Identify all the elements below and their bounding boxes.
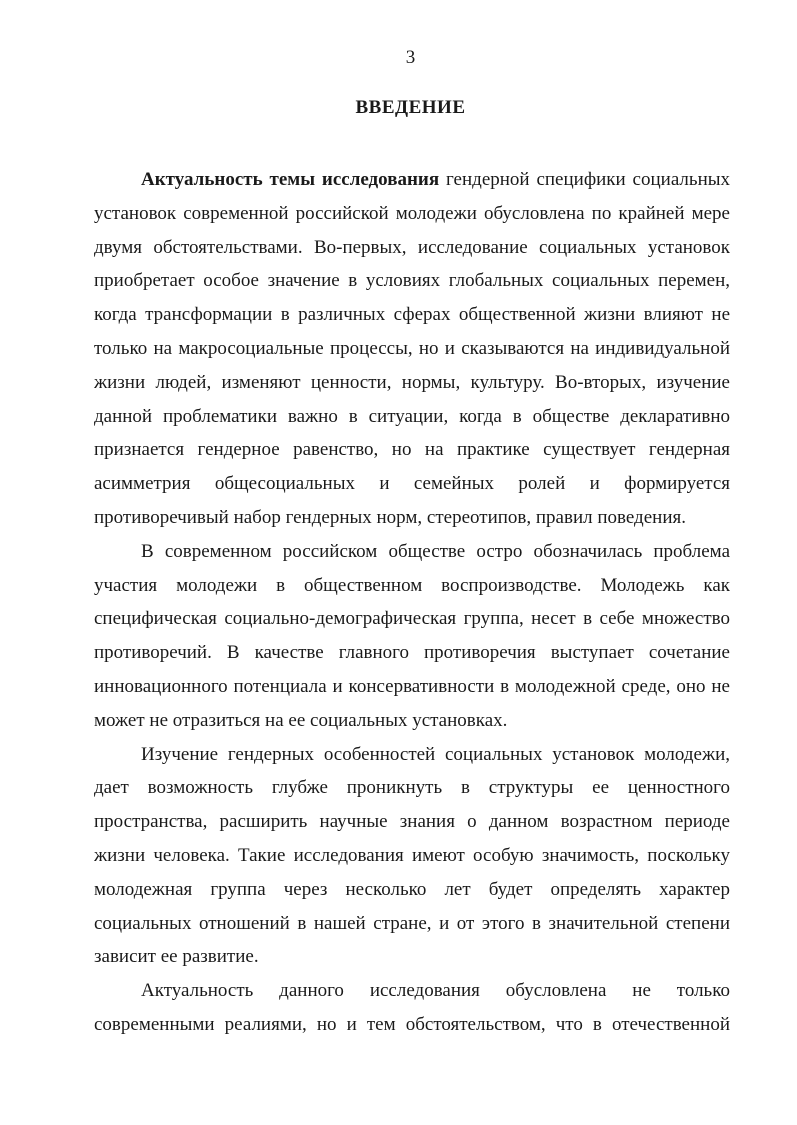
text-line [94, 843, 730, 877]
line-text: асимметрия общесоциальных и семейных ролей и формируется [94, 473, 730, 495]
paragraph [94, 742, 730, 979]
text-line [94, 674, 730, 708]
line-text: В современном российском обществе остро обозначилась проблема [141, 540, 730, 562]
line-text: приобретает особое значение в условиях глобальных социальных перемен, [94, 270, 730, 292]
text-line [94, 640, 730, 674]
line-text: двумя обстоятельствами. Во-первых, исследование социальных установок [94, 236, 730, 258]
text-line [94, 978, 730, 1012]
text-line [94, 708, 730, 742]
text-line [94, 336, 730, 370]
line-text: пространства, расширить научные знания о данном возрастном периоде [94, 811, 730, 833]
text-line [94, 505, 730, 539]
bold-lead-phrase: Актуальность темы исследования [141, 169, 440, 190]
text-line [94, 877, 730, 911]
line-text: когда трансформации в различных сферах общественной жизни влияют не [94, 304, 730, 326]
text-line [94, 775, 730, 809]
text-line [94, 437, 730, 471]
line-text: зависит ее развитие. [94, 946, 259, 968]
paragraph [94, 167, 730, 539]
text-line [94, 944, 730, 978]
page-title: ВВЕДЕНИЕ [355, 97, 466, 118]
body-text [94, 167, 730, 1046]
text-line [94, 606, 730, 640]
text-line [94, 235, 730, 269]
line-text: инновационного потенциала и консервативности в молодежной среде, оно не [94, 675, 730, 697]
line-text: только на макросоциальные процессы, но и сказываются на индивидуальной [94, 337, 730, 359]
line-text: социальных отношений в нашей стране, и от этого в значительной степени [94, 912, 730, 934]
text-line [94, 167, 730, 201]
line-text: дает возможность глубже проникнуть в структуры ее ценностного [94, 777, 730, 799]
text-line [94, 742, 730, 776]
text-line [94, 911, 730, 945]
line-text: жизни человека. Такие исследования имеют особую значимость, поскольку [94, 844, 730, 866]
line-text: данной проблематики важно в ситуации, когда в обществе декларативно [94, 405, 730, 427]
paragraph [94, 978, 730, 1046]
line-text: современными реалиями, но и тем обстоятельством, что в отечественной [94, 1013, 730, 1035]
paragraph [94, 539, 730, 742]
line-text: противоречивый набор гендерных норм, стереотипов, правил поведения. [94, 506, 686, 528]
text-line [94, 809, 730, 843]
line-text: гендерной специфики социальных [439, 169, 730, 190]
line-text: Изучение гендерных особенностей социальных установок молодежи, [141, 743, 730, 765]
line-text: участия молодежи в общественном воспроизводстве. Молодежь как [94, 574, 730, 596]
text-line [94, 1012, 730, 1046]
text-line [94, 268, 730, 302]
text-line [94, 539, 730, 573]
line-text: Актуальность данного исследования обусловлена не только [141, 980, 730, 1002]
line-text: установок современной российской молодежи обусловлена по крайней мере [94, 202, 730, 224]
text-line [94, 302, 730, 336]
line-text: противоречий. В качестве главного противоречия выступает сочетание [94, 642, 730, 664]
line-text: признается гендерное равенство, но на практике существует гендерная [94, 439, 730, 461]
line-text: жизни людей, изменяют ценности, нормы, культуру. Во-вторых, изучение [94, 371, 730, 393]
text-line [94, 573, 730, 607]
text-line [94, 370, 730, 404]
page-number: 3 [405, 47, 416, 68]
line-text: молодежная группа через несколько лет будет определять характер [94, 878, 730, 900]
text-line [94, 404, 730, 438]
text-line [94, 471, 730, 505]
line-text: может не отразиться на ее социальных установках. [94, 709, 508, 731]
line-text: специфическая социально-демографическая группа, несет в себе множество [94, 608, 730, 630]
text-line [94, 201, 730, 235]
